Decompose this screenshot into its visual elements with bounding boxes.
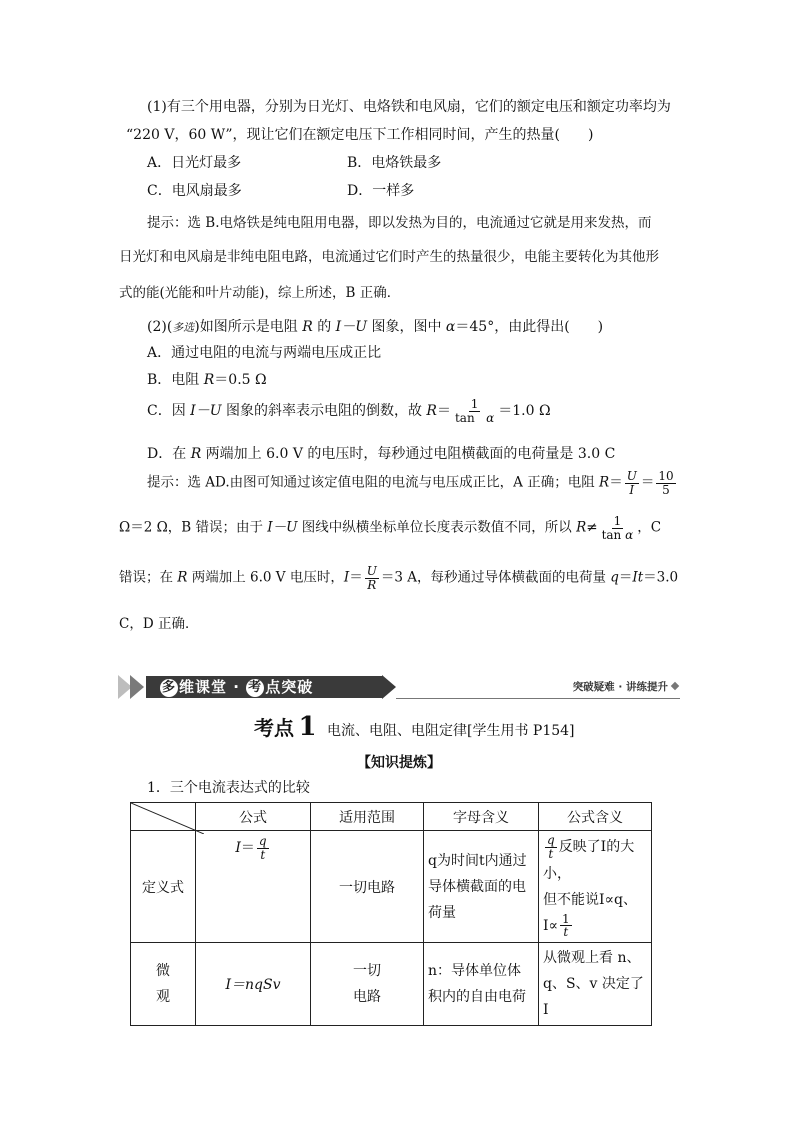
fraction-1-over-tan-alpha: $\frac{1}{\text{tan α}}$ xyxy=(454,397,495,425)
header-explanation: 公式含义 xyxy=(539,803,652,831)
row-micro-name: 微 观 xyxy=(131,943,196,1026)
section-heading: 考点 1 电流、电阻、电阻定律[学生用书 P154] xyxy=(254,712,575,742)
row-micro-scope: 一切 电路 xyxy=(311,943,424,1026)
knowledge-heading: 【知识提炼】 xyxy=(357,755,441,771)
q1-option-a: A．日光灯最多 xyxy=(147,155,242,171)
diamond-icon xyxy=(671,682,679,690)
row-micro-meaning: n：导体单位体 积内的自由电荷 xyxy=(424,943,539,1026)
q2-option-b: B．电阻 R＝0.5 Ω xyxy=(147,372,267,388)
banner-chevron xyxy=(130,675,144,699)
row-micro-formula: I＝nqSv xyxy=(196,943,311,1026)
row-micro-explanation: 从微观上看 n、 q、S、v 决定了 I xyxy=(539,943,652,1026)
q1-hint-line3: 式的能(光能和叶片动能)，综上所述，B 正确． xyxy=(119,285,401,301)
q2-hint-line2: Ω＝2 Ω，B 错误；由于 I－U 图线中纵横坐标单位长度表示数值不同，所以 R≠ $\frac{1}{\text{tan α}}$ ，C xyxy=(119,514,662,542)
q1-stem-line2: “220 V，60 W”，现让它们在额定电压下工作相同时间，产生的热量( ) xyxy=(126,127,594,143)
q2-option-a: A．通过电阻的电流与两端电压成正比 xyxy=(147,345,382,361)
header-formula: 公式 xyxy=(196,803,311,831)
header-meaning: 字母含义 xyxy=(424,803,539,831)
q1-hint-line1: 提示：选 B.电烙铁是纯电阻用电器，即以发热为目的，电流通过它就是用来发热，而 xyxy=(147,215,652,231)
q1-hint-line2: 日光灯和电风扇是非纯电阻电路，电流通过它们时产生的热量很少，电能主要转化为其他形 xyxy=(119,249,659,265)
row-definition-name: 定义式 xyxy=(131,831,196,943)
q2-option-c: C．因 I－U 图象的斜率表示电阻的倒数，故 R＝ $\frac{1}{\text{tan α}}$ ＝1.0 Ω xyxy=(147,397,551,425)
row-definition-meaning: q为时间t内通过 导体横截面的电 荷量 xyxy=(424,831,539,943)
q2-hint-line1: 提示：选 AD.由图可知通过该定值电阻的电流与电压成正比，A 正确；电阻 R＝ $\frac{U}{I}$ ＝ $\frac{10}{5}$ xyxy=(147,469,674,497)
q1-stem-line1: (1)有三个用电器，分别为日光灯、电烙铁和电风扇，它们的额定电压和额定功率均为 xyxy=(147,99,671,115)
q2-hint-line3: 错误；在 R 两端加上 6.0 V 电压时，I＝ $\frac{U}{R}$ ＝3 A，每秒通过导体横截面的电荷量 q＝It＝3.0 xyxy=(119,564,679,592)
banner-title: 多 维课堂 · 考 点突破 xyxy=(161,678,314,696)
q1-option-c: C．电风扇最多 xyxy=(147,183,242,199)
banner-underline xyxy=(396,698,680,699)
q2-hint-line4: C，D 正确． xyxy=(119,616,199,632)
section-banner xyxy=(118,673,680,701)
table-caption: 1．三个电流表达式的比较 xyxy=(147,780,310,796)
current-formula-table xyxy=(130,802,652,1026)
row-definition-explanation: $\frac{q}{t}$ 反映了I的大小， 但不能说I∝q、 I∝ $\frac{1}{t}$ xyxy=(539,831,652,943)
q2-option-d: D．在 R 两端加上 6.0 V 的电压时，每秒通过电阻横截面的电荷量是 3.0 C xyxy=(147,446,616,462)
banner-subtitle: 突破疑难 · 讲练提升 xyxy=(572,681,668,693)
table-corner-cell xyxy=(131,803,196,831)
header-scope: 适用范围 xyxy=(311,803,424,831)
row-definition-scope: 一切电路 xyxy=(311,831,424,943)
banner-chevron xyxy=(382,675,396,699)
q1-option-b: B．电烙铁最多 xyxy=(347,155,442,171)
multi-select-tag: 多选 xyxy=(172,321,195,334)
row-definition-formula: I＝ $\frac{q}{t}$ xyxy=(196,831,311,943)
q2-stem: (2)(多选)如图所示是电阻 R 的 I－U 图象，图中 α＝45°，由此得出( ) xyxy=(147,319,604,335)
q1-option-d: D．一样多 xyxy=(347,183,415,199)
